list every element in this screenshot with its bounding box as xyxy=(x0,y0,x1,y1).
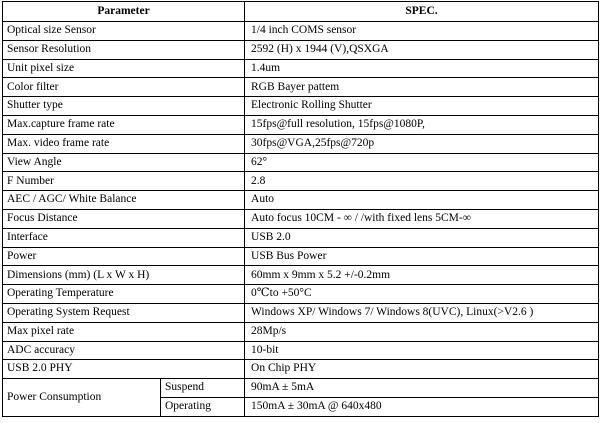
table-row xyxy=(3,247,599,266)
table-row xyxy=(3,360,599,379)
table-row xyxy=(3,322,599,341)
table-row xyxy=(3,228,599,247)
table-row xyxy=(3,285,599,304)
table-row xyxy=(3,78,599,97)
row-spec: USB Bus Power xyxy=(245,247,599,266)
row-spec: RGB Bayer pattem xyxy=(245,78,599,97)
table-row xyxy=(3,40,599,59)
table-row xyxy=(3,303,599,322)
spec-table-container xyxy=(2,1,599,417)
row-spec: On Chip PHY xyxy=(245,360,599,379)
table-row xyxy=(3,153,599,172)
row-spec: USB 2.0 xyxy=(245,228,599,247)
row-param: Power xyxy=(3,247,245,266)
row-spec: Electronic Rolling Shutter xyxy=(245,97,599,116)
row-spec: 28Mp/s xyxy=(245,322,599,341)
table-header-row xyxy=(3,2,599,22)
row-spec: 60mm x 9mm x 5.2 +/-0.2mm xyxy=(245,266,599,285)
row-param: ADC accuracy xyxy=(3,341,245,360)
table-body xyxy=(3,22,599,379)
row-spec: Auto xyxy=(245,191,599,210)
table-row xyxy=(3,22,599,41)
row-spec: 2.8 xyxy=(245,172,599,191)
row-spec: 10-bit xyxy=(245,341,599,360)
row-param: Focus Distance xyxy=(3,209,245,228)
table-row xyxy=(3,266,599,285)
row-param: Operating Temperature xyxy=(3,285,245,304)
row-param: USB 2.0 PHY xyxy=(3,360,245,379)
row-param: Unit pixel size xyxy=(3,59,245,78)
row-param: Color filter xyxy=(3,78,245,97)
table-row xyxy=(3,115,599,134)
row-spec-operating: 150mA ± 30mA @ 640x480 xyxy=(245,397,599,416)
row-param: Shutter type xyxy=(3,97,245,116)
row-spec: 2592 (H) x 1944 (V),QSXGA xyxy=(245,40,599,59)
row-spec: Auto focus 10CM - ∞ / /with fixed lens 5CM-∞ xyxy=(245,209,599,228)
row-spec: 1/4 inch COMS sensor xyxy=(245,22,599,41)
table-row xyxy=(3,134,599,153)
sub-param-suspend: Suspend xyxy=(161,379,245,398)
table-row xyxy=(3,97,599,116)
table-row xyxy=(3,191,599,210)
row-param: F Number xyxy=(3,172,245,191)
row-param: View Angle xyxy=(3,153,245,172)
row-param: Max.capture frame rate xyxy=(3,115,245,134)
row-spec-suspend: 90mA ± 5mA xyxy=(245,379,599,398)
row-param: Interface xyxy=(3,228,245,247)
row-spec: 30fps@VGA,25fps@720p xyxy=(245,134,599,153)
row-spec: 62° xyxy=(245,153,599,172)
header-spec: SPEC. xyxy=(245,2,599,22)
table-row xyxy=(3,379,599,398)
row-spec: 0℃to +50°C xyxy=(245,285,599,304)
row-spec: 15fps@full resolution, 15fps@1080P, xyxy=(245,115,599,134)
table-row xyxy=(3,341,599,360)
row-param: Dimensions (mm) (L x W x H) xyxy=(3,266,245,285)
spec-table xyxy=(2,1,599,417)
row-param: Max pixel rate xyxy=(3,322,245,341)
header-parameter: Parameter xyxy=(3,2,245,22)
table-row xyxy=(3,59,599,78)
power-consumption-group xyxy=(3,379,599,417)
row-spec: 1.4um xyxy=(245,59,599,78)
sub-param-operating: Operating xyxy=(161,397,245,416)
row-param: Power Consumption xyxy=(3,379,161,417)
row-param: Max. video frame rate xyxy=(3,134,245,153)
row-spec: Windows XP/ Windows 7/ Windows 8(UVC), Linux(>V2.6 ) xyxy=(245,303,599,322)
row-param: Operating System Request xyxy=(3,303,245,322)
row-param: Sensor Resolution xyxy=(3,40,245,59)
row-param: AEC / AGC/ White Balance xyxy=(3,191,245,210)
table-row xyxy=(3,209,599,228)
table-row xyxy=(3,172,599,191)
row-param: Optical size Sensor xyxy=(3,22,245,41)
